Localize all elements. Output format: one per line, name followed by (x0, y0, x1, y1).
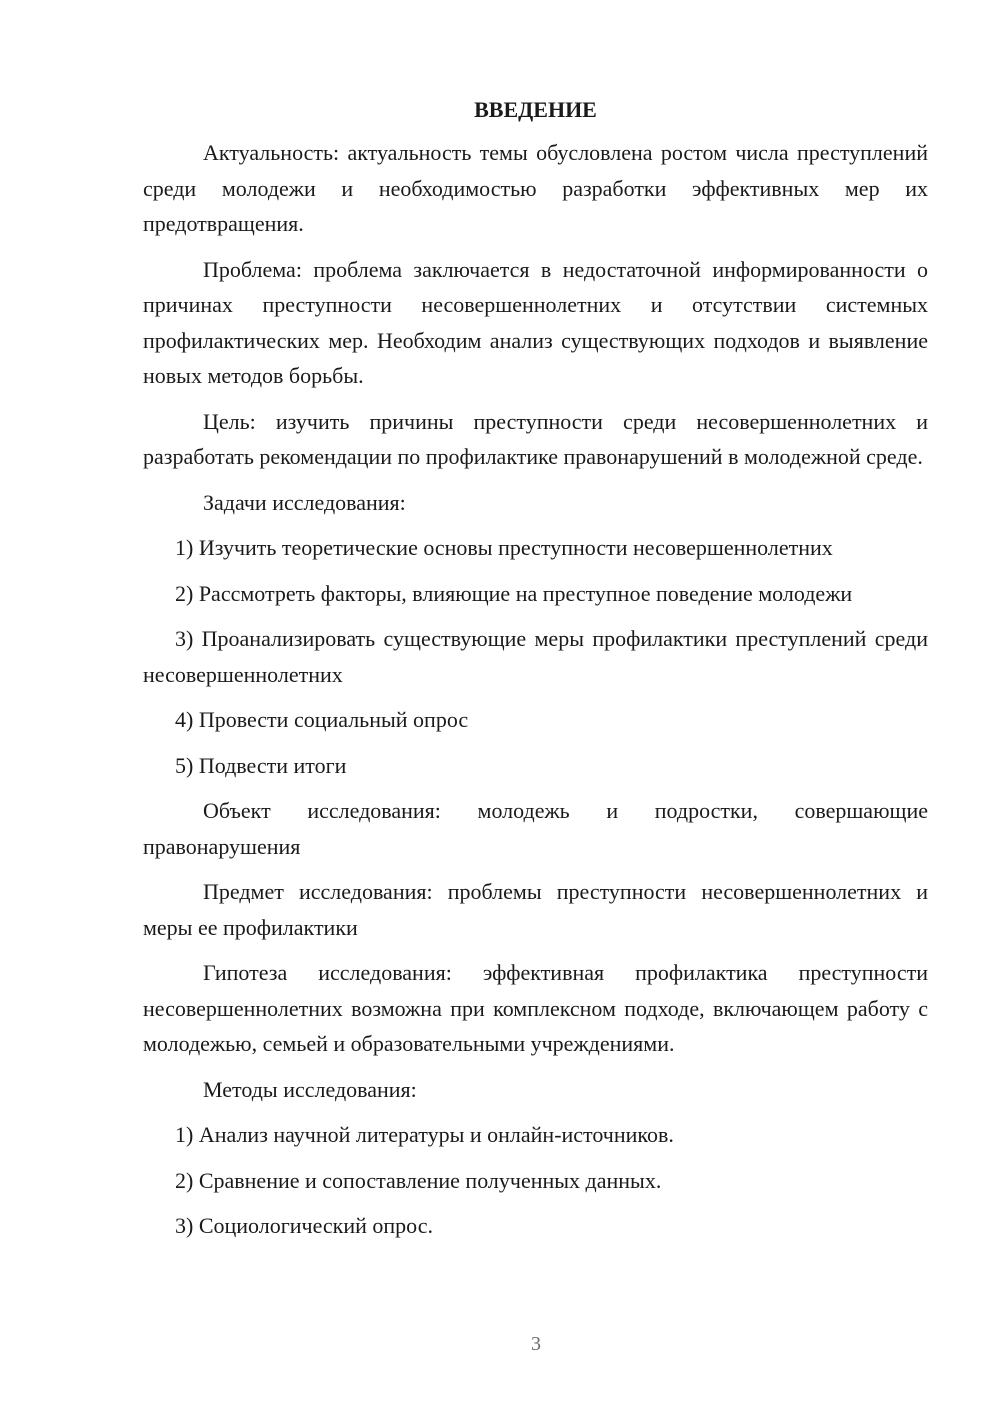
page-title: ВВЕДЕНИЕ (474, 97, 597, 122)
paragraph-object: Объект исследования: молодежь и подростки, совершающие правонарушения (143, 798, 928, 859)
paragraph-relevance: Актуальность: актуальность темы обусловлена ростом числа преступлений среди молодежи и необходимостью разработки эффективных мер их предотвращения. (143, 140, 928, 236)
page-content (143, 92, 928, 1254)
task-item-5: 5) Подвести итоги (175, 752, 347, 778)
method-item-2: 2) Сравнение и сопоставление полученных данных. (175, 1167, 662, 1193)
task-item-3: 3) Проанализировать существующие меры профилактики преступлений среди несовершеннолетних (143, 626, 928, 687)
tasks-heading: Задачи исследования: (203, 489, 406, 515)
paragraph-hypothesis: Гипотеза исследования: эффективная профилактика преступности несовершеннолетних возможна при комплексном подходе, включающем работу с молодежью, семьей и образовательными учреждениями. (143, 960, 928, 1056)
page-number: 3 (531, 1333, 541, 1355)
task-item-1: 1) Изучить теоретические основы преступности несовершеннолетних (175, 535, 833, 560)
method-item-3: 3) Социологический опрос. (175, 1213, 433, 1238)
paragraph-subject: Предмет исследования: проблемы преступности несовершеннолетних и меры ее профилактики (143, 879, 928, 940)
task-item-4: 4) Провести социальный опрос (175, 707, 469, 732)
paragraph-problem: Проблема: проблема заключается в недостаточной информированности о причинах преступности несовершеннолетних и отсутствии системных профилактических мер. Необходим анализ существующих подходов и выявление новых методов борьбы. (143, 256, 928, 388)
method-item-1: 1) Анализ научной литературы и онлайн-источников. (175, 1122, 674, 1147)
paragraph-goal: Цель: изучить причины преступности среди несовершеннолетних и разработать рекомендации по профилактике правонарушений в молодежной среде. (143, 408, 928, 469)
methods-heading: Методы исследования: (203, 1076, 417, 1102)
task-item-2: 2) Рассмотреть факторы, влияющие на преступное поведение молодежи (175, 580, 853, 606)
